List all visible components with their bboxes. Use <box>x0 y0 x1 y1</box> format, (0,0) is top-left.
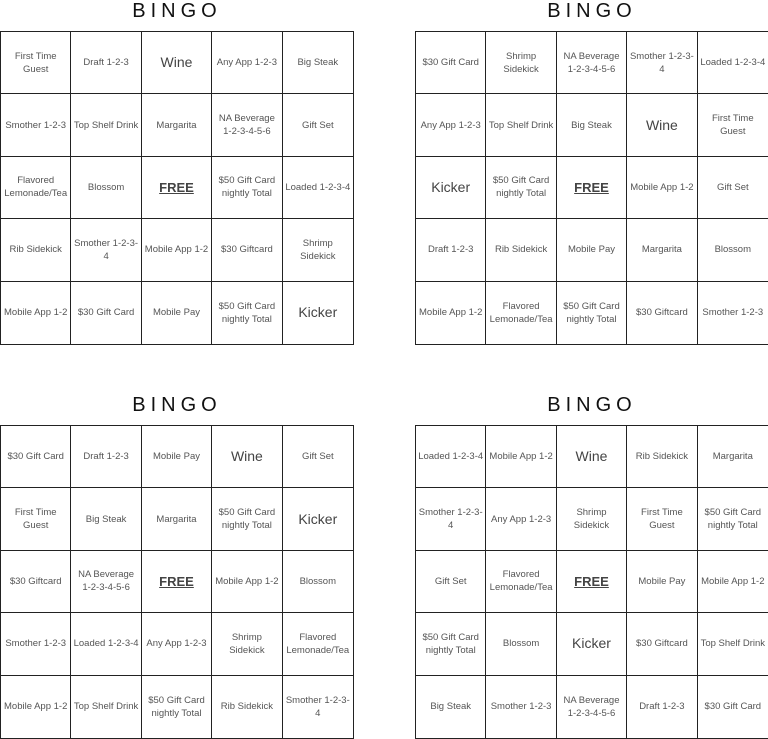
bingo-cell: NA Beverage 1-2-3-4-5-6 <box>212 94 282 156</box>
bingo-cell: $50 Gift Card nightly Total <box>142 676 212 738</box>
bingo-cell: Rib Sidekick <box>1 219 71 281</box>
bingo-grid <box>415 425 768 739</box>
bingo-cell: Rib Sidekick <box>627 426 697 488</box>
bingo-cell: $30 Gift Card <box>416 32 486 94</box>
bingo-cell: Mobile App 1-2 <box>212 551 282 613</box>
bingo-cell: Flavored Lemonade/Tea <box>486 282 556 344</box>
bingo-cell: Smother 1-2-3 <box>1 613 71 675</box>
bingo-cell: Blossom <box>486 613 556 675</box>
bingo-cell: Gift Set <box>416 551 486 613</box>
free-space-cell: FREE <box>557 157 627 219</box>
bingo-cell: $50 Gift Card nightly Total <box>212 282 282 344</box>
bingo-cell: Rib Sidekick <box>486 219 556 281</box>
free-space-cell: FREE <box>142 551 212 613</box>
bingo-cell: Margarita <box>627 219 697 281</box>
bingo-cell: Gift Set <box>283 426 353 488</box>
bingo-cell: $50 Gift Card nightly Total <box>486 157 556 219</box>
bingo-cell: Gift Set <box>283 94 353 156</box>
bingo-cell: Smother 1-2-3-4 <box>71 219 141 281</box>
bingo-cell: Gift Set <box>698 157 768 219</box>
bingo-cell: Mobile App 1-2 <box>142 219 212 281</box>
bingo-cell: $30 Giftcard <box>1 551 71 613</box>
bingo-cell: NA Beverage 1-2-3-4-5-6 <box>557 676 627 738</box>
bingo-cell: Wine <box>212 426 282 488</box>
bingo-cell: Top Shelf Drink <box>71 94 141 156</box>
bingo-cell: Smother 1-2-3-4 <box>627 32 697 94</box>
bingo-cell: Draft 1-2-3 <box>71 426 141 488</box>
bingo-cell: $30 Gift Card <box>704 701 762 713</box>
bingo-cell: Blossom <box>698 219 768 281</box>
bingo-cell: Margarita <box>142 94 212 156</box>
bingo-cell: Big Steak <box>283 32 353 94</box>
bingo-cell: $30 Giftcard <box>212 219 282 281</box>
bingo-cell: Mobile Pay <box>627 551 697 613</box>
bingo-cell: Kicker <box>298 304 338 321</box>
bingo-cell: Shrimp Sidekick <box>557 488 627 550</box>
bingo-cell: Flavored Lemonade/Tea <box>1 157 71 219</box>
bingo-cell: Smother 1-2-3-4 <box>285 694 350 719</box>
bingo-cell: Kicker <box>557 613 627 675</box>
bingo-grid <box>0 425 354 739</box>
bingo-cell: Any App 1-2-3 <box>486 488 556 550</box>
bingo-cell: Top Shelf Drink <box>71 676 141 738</box>
bingo-cell: Top Shelf Drink <box>486 94 556 156</box>
bingo-cell: Smother 1-2-3 <box>1 94 71 156</box>
bingo-cell: $50 Gift Card nightly Total <box>557 282 627 344</box>
bingo-cell: Big Steak <box>71 488 141 550</box>
bingo-cell: Margarita <box>698 426 768 488</box>
bingo-cell: $50 Gift Card nightly Total <box>416 613 486 675</box>
bingo-cell: Mobile Pay <box>142 426 212 488</box>
bingo-cell: First Time Guest <box>698 94 768 156</box>
bingo-cell: Shrimp Sidekick <box>283 219 353 281</box>
bingo-cell: $30 Gift Card <box>71 282 141 344</box>
bingo-cell: Draft 1-2-3 <box>71 32 141 94</box>
bingo-cell: Shrimp Sidekick <box>486 32 556 94</box>
bingo-cell: $30 Giftcard <box>627 613 697 675</box>
bingo-cell: Kicker <box>283 488 353 550</box>
bingo-cell: Mobile App 1-2 <box>1 282 71 344</box>
bingo-cell: First Time Guest <box>627 488 697 550</box>
bingo-cell: Flavored Lemonade/Tea <box>486 551 556 613</box>
free-space-cell: FREE <box>557 551 627 613</box>
bingo-grid <box>0 31 354 345</box>
bingo-cell: Draft 1-2-3 <box>627 676 697 738</box>
bingo-cell: Margarita <box>142 488 212 550</box>
bingo-cell: Shrimp Sidekick <box>212 613 282 675</box>
card-title: BINGO <box>132 0 222 22</box>
bingo-cell: Big Steak <box>416 676 486 738</box>
bingo-cell: Wine <box>142 32 212 94</box>
bingo-cell: Mobile Pay <box>142 282 212 344</box>
bingo-grid <box>415 31 768 345</box>
bingo-cell: Mobile App 1-2 <box>416 282 486 344</box>
bingo-cell: Any App 1-2-3 <box>416 94 486 156</box>
bingo-cell: Mobile App 1-2 <box>486 426 556 488</box>
bingo-cell: Wine <box>557 426 627 488</box>
bingo-cell: First Time Guest <box>1 488 71 550</box>
free-space-cell: FREE <box>142 157 212 219</box>
bingo-cell: Wine <box>627 94 697 156</box>
bingo-cell: Any App 1-2-3 <box>142 613 212 675</box>
bingo-cell: $50 Gift Card nightly Total <box>212 488 282 550</box>
bingo-cell: Blossom <box>71 157 141 219</box>
bingo-cell: $50 Gift Card nightly Total <box>212 157 282 219</box>
card-title: BINGO <box>547 0 637 22</box>
bingo-cell: Loaded 1-2-3-4 <box>698 32 768 94</box>
bingo-cell: Any App 1-2-3 <box>212 32 282 94</box>
bingo-cell: Kicker <box>416 157 486 219</box>
bingo-cell: Mobile App 1-2 <box>698 551 768 613</box>
bingo-cell: Mobile App 1-2 <box>627 157 697 219</box>
bingo-cell: Blossom <box>283 551 353 613</box>
bingo-cell: Loaded 1-2-3-4 <box>283 157 353 219</box>
bingo-cell: Smother 1-2-3 <box>702 307 764 319</box>
bingo-cell: Top Shelf Drink <box>698 613 768 675</box>
card-title: BINGO <box>547 394 637 416</box>
bingo-cell: NA Beverage 1-2-3-4-5-6 <box>71 551 141 613</box>
bingo-cell: Loaded 1-2-3-4 <box>71 613 141 675</box>
bingo-cell: Mobile App 1-2 <box>1 676 71 738</box>
bingo-cell: NA Beverage 1-2-3-4-5-6 <box>557 32 627 94</box>
bingo-cell: $50 Gift Card nightly Total <box>698 488 768 550</box>
bingo-cell: $30 Giftcard <box>627 282 697 344</box>
bingo-cell: Loaded 1-2-3-4 <box>416 426 486 488</box>
card-title: BINGO <box>132 394 222 416</box>
bingo-cell: $30 Gift Card <box>1 426 71 488</box>
bingo-cell: First Time Guest <box>1 32 71 94</box>
bingo-cell: Mobile Pay <box>557 219 627 281</box>
bingo-cell: Big Steak <box>557 94 627 156</box>
bingo-cell: Rib Sidekick <box>212 676 282 738</box>
bingo-cell: Flavored Lemonade/Tea <box>283 613 353 675</box>
bingo-cell: Draft 1-2-3 <box>416 219 486 281</box>
bingo-cell: Smother 1-2-3 <box>486 676 556 738</box>
bingo-cell: Smother 1-2-3-4 <box>416 488 486 550</box>
